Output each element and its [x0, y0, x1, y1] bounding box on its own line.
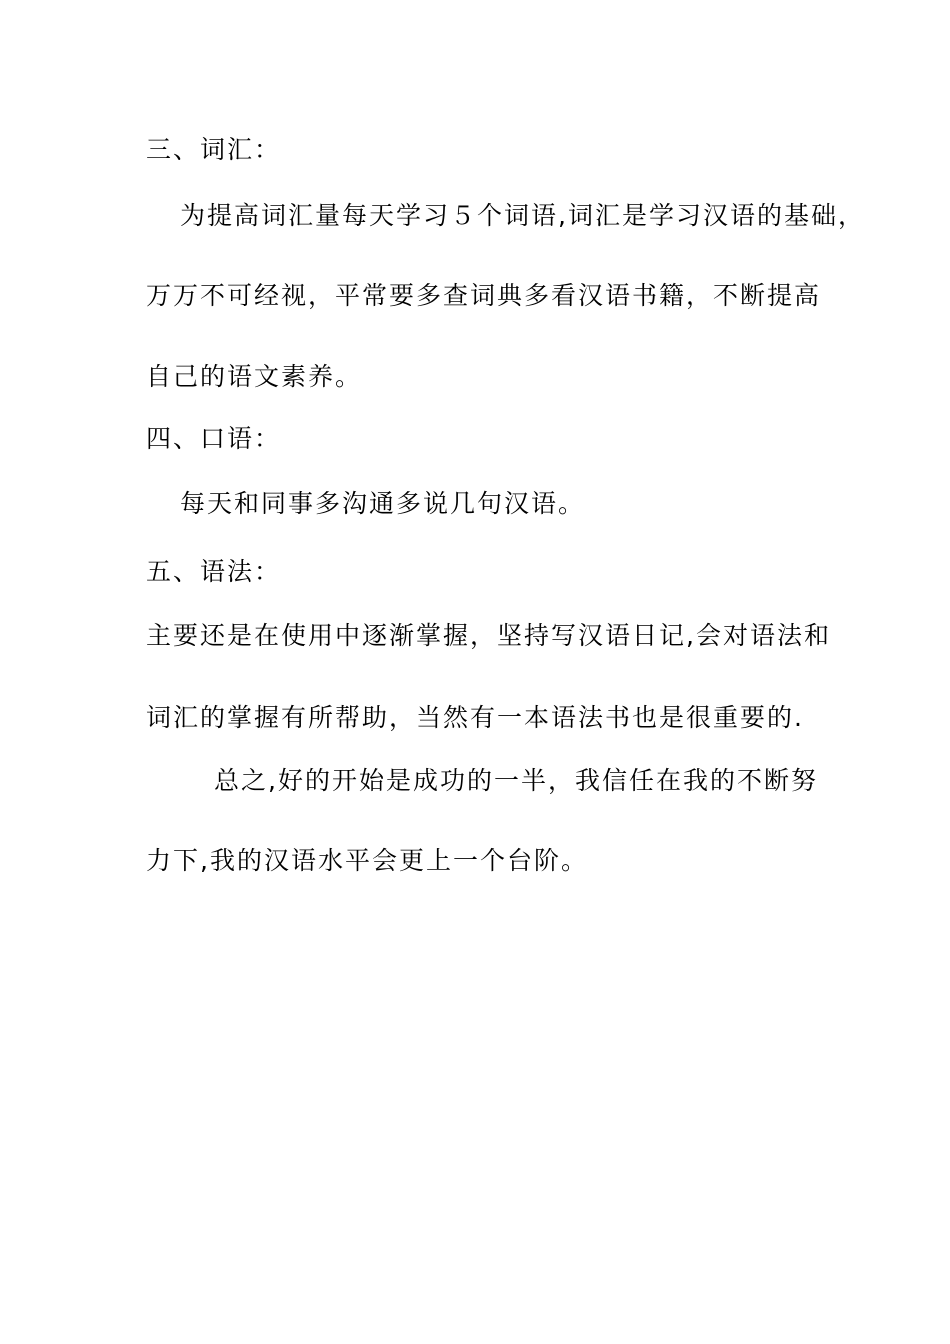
- vocabulary-paragraph-line-1: 为提高词汇量每天学习５个词语,词汇是学习汉语的基础，: [180, 201, 865, 230]
- section-heading-vocabulary: 三、词汇：: [146, 135, 282, 164]
- grammar-paragraph-line-1: 主要还是在使用中逐渐掌握，坚持写汉语日记,会对语法和: [146, 621, 831, 650]
- grammar-paragraph-line-2: 词汇的掌握有所帮助，当然有一本语法书也是很重要的.: [146, 703, 804, 732]
- conclusion-paragraph-line-1: 总之,好的开始是成功的一半，我信任在我的不断努: [214, 766, 818, 795]
- vocabulary-paragraph-line-2: 万万不可经视，平常要多查词典多看汉语书籍，不断提高: [146, 281, 822, 310]
- section-heading-grammar: 五、语法：: [146, 557, 282, 586]
- conclusion-paragraph-line-2: 力下,我的汉语水平会更上一个台阶。: [146, 846, 588, 875]
- vocabulary-paragraph-line-3: 自己的语文素养。: [146, 362, 363, 391]
- speaking-paragraph-line-1: 每天和同事多沟通多说几句汉语。: [180, 489, 586, 518]
- section-heading-speaking: 四、口语：: [146, 424, 282, 453]
